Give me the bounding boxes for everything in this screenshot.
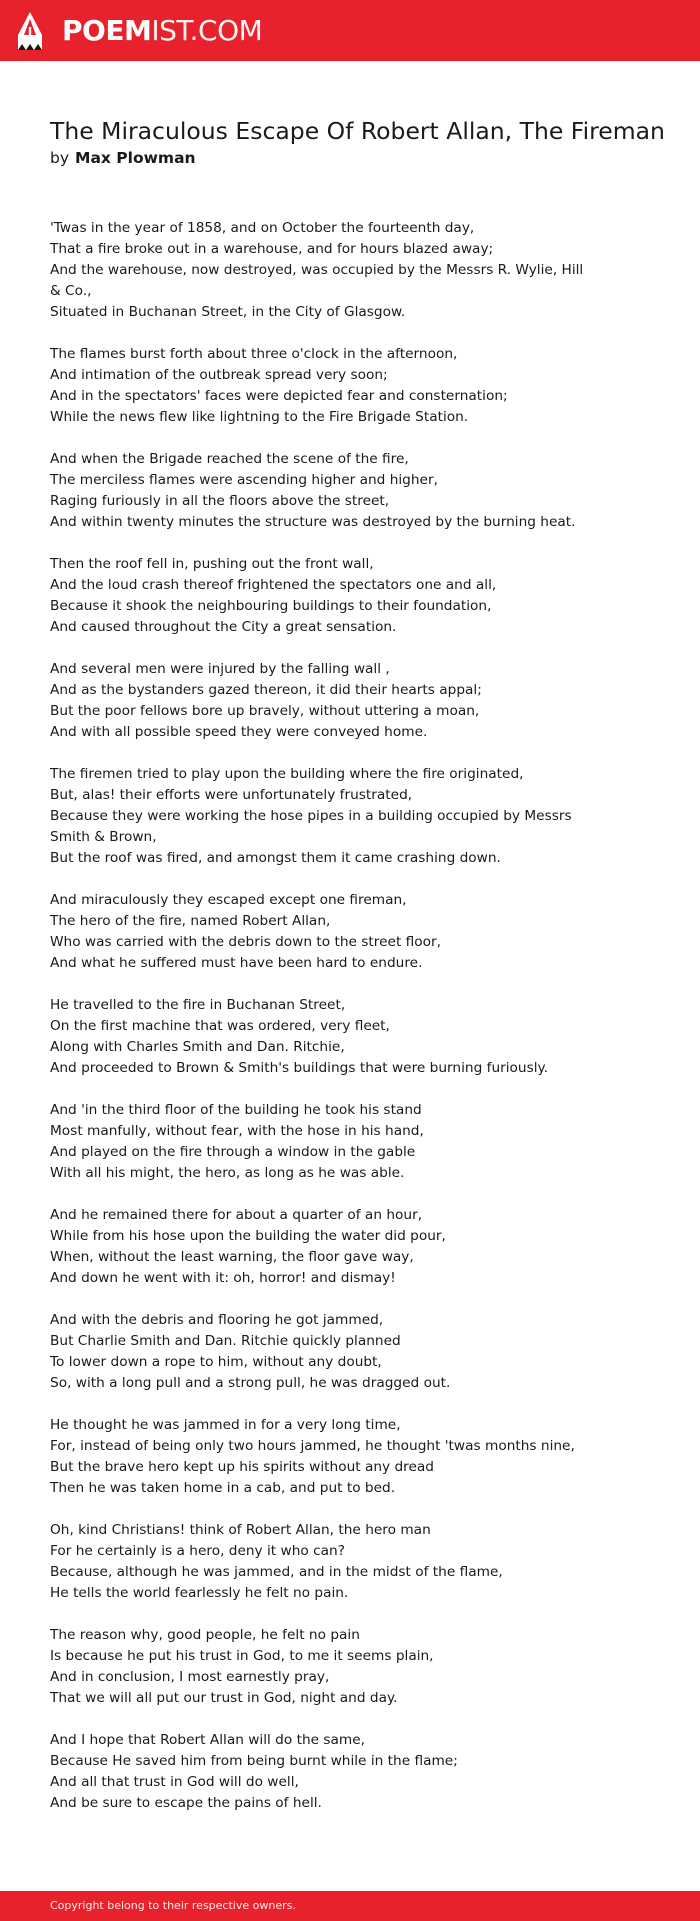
poem-line: The hero of the fire, named Robert Allan, xyxy=(50,913,331,929)
poem-line: But Charlie Smith and Dan. Ritchie quickly planned xyxy=(50,1333,401,1349)
poem-line: And he remained there for about a quarter of an hour, xyxy=(50,1207,423,1223)
copyright-notice: Copyright belong to their respective owners. xyxy=(50,1899,296,1912)
poem-line: So, with a long pull and a strong pull, he was dragged out. xyxy=(50,1375,451,1391)
poem-line: The merciless flames were ascending higher and higher, xyxy=(50,472,438,488)
poem-line: 'Twas in the year of 1858, and on October the fourteenth day, xyxy=(50,220,475,236)
poem-stanza xyxy=(50,554,610,638)
poem-stanza xyxy=(50,449,610,533)
poem-line: And what he suffered must have been hard to endure. xyxy=(50,955,423,971)
poem-line: And as the bystanders gazed thereon, it did their hearts appal; xyxy=(50,682,482,698)
poem-line: But, alas! their efforts were unfortunately frustrated, xyxy=(50,787,413,803)
poem-stanza xyxy=(50,995,610,1079)
poem-stanza xyxy=(50,1310,610,1394)
poem-line: And miraculously they escaped except one fireman, xyxy=(50,892,407,908)
poem-line: That we will all put our trust in God, night and day. xyxy=(50,1690,398,1706)
poem-line: The flames burst forth about three o'clock in the afternoon, xyxy=(50,346,458,362)
poem-stanza xyxy=(50,890,610,974)
poem-stanza xyxy=(50,344,610,428)
poem-stanza xyxy=(50,218,610,323)
poem-line: He travelled to the fire in Buchanan Street, xyxy=(50,997,346,1013)
poem-title: The Miraculous Escape Of Robert Allan, The Fireman xyxy=(50,117,665,145)
byline-label: by xyxy=(50,149,70,167)
poem-line: And with all possible speed they were conveyed home. xyxy=(50,724,428,740)
poem-line: And when the Brigade reached the scene of the fire, xyxy=(50,451,409,467)
poem-line: And all that trust in God will do well, xyxy=(50,1774,299,1790)
poem-line: Because He saved him from being burnt while in the flame; xyxy=(50,1753,458,1769)
poem-stanza xyxy=(50,1520,610,1604)
logo-light-text: IST.COM xyxy=(151,14,263,47)
poem-stanza xyxy=(50,1100,610,1184)
poem-byline xyxy=(50,147,650,169)
poem-line: Because, although he was jammed, and in the midst of the flame, xyxy=(50,1564,503,1580)
poem-body xyxy=(50,218,610,1835)
poem-line: And down he went with it: oh, horror! and dismay! xyxy=(50,1270,396,1286)
poem-stanza xyxy=(50,1205,610,1289)
site-logo-text xyxy=(62,14,263,47)
poem-line: And with the debris and flooring he got jammed, xyxy=(50,1312,384,1328)
poem-line: For, instead of being only two hours jammed, he thought 'twas months nine, xyxy=(50,1438,575,1454)
poem-line: The reason why, good people, he felt no pain xyxy=(50,1627,360,1643)
poem-line: And within twenty minutes the structure was destroyed by the burning heat. xyxy=(50,514,576,530)
poem-line: With all his might, the hero, as long as he was able. xyxy=(50,1165,405,1181)
poem-line: On the first machine that was ordered, very fleet, xyxy=(50,1018,390,1034)
site-footer xyxy=(0,1891,700,1921)
poem-line: And played on the fire through a window in the gable xyxy=(50,1144,416,1160)
poem-stanza xyxy=(50,659,610,743)
poem-line: He tells the world fearlessly he felt no pain. xyxy=(50,1585,349,1601)
poem-line: And intimation of the outbreak spread very soon; xyxy=(50,367,388,383)
poem-line: And several men were injured by the falling wall , xyxy=(50,661,390,677)
poem-line: Who was carried with the debris down to the street floor, xyxy=(50,934,442,950)
poem-stanza xyxy=(50,1730,610,1814)
poem-line: And be sure to escape the pains of hell. xyxy=(50,1795,322,1811)
poem-line: He thought he was jammed in for a very long time, xyxy=(50,1417,401,1433)
poem-line: Because it shook the neighbouring buildings to their foundation, xyxy=(50,598,492,614)
poem-line: Most manfully, without fear, with the hose in his hand, xyxy=(50,1123,424,1139)
site-header xyxy=(0,0,700,61)
poem-line: Oh, kind Christians! think of Robert Allan, the hero man xyxy=(50,1522,431,1538)
poem-line: And caused throughout the City a great sensation. xyxy=(50,619,397,635)
poem-line: The firemen tried to play upon the building where the fire originated, xyxy=(50,766,524,782)
poem-line: Is because he put his trust in God, to me it seems plain, xyxy=(50,1648,434,1664)
poem-line: Raging furiously in all the floors above the street, xyxy=(50,493,390,509)
poem-line: While from his hose upon the building the water did pour, xyxy=(50,1228,446,1244)
poem-line: And proceeded to Brown & Smith's buildings that were burning furiously. xyxy=(50,1060,549,1076)
poem-stanza xyxy=(50,764,610,869)
poem-line: Smith & Brown, xyxy=(50,829,157,845)
poem-line: And in conclusion, I most earnestly pray, xyxy=(50,1669,330,1685)
poem-stanza xyxy=(50,1415,610,1499)
poem-line: And the loud crash thereof frightened the spectators one and all, xyxy=(50,577,497,593)
author-name: Max Plowman xyxy=(75,149,196,167)
poem-line: To lower down a rope to him, without any doubt, xyxy=(50,1354,382,1370)
site-logo-link[interactable] xyxy=(16,10,262,52)
poem-line: Then the roof fell in, pushing out the front wall, xyxy=(50,556,374,572)
fountain-pen-nib-icon xyxy=(16,11,44,51)
poem-stanza xyxy=(50,1625,610,1709)
poem-line: But the brave hero kept up his spirits without any dread xyxy=(50,1459,434,1475)
poem-line: Because they were working the hose pipes in a building occupied by Messrs xyxy=(50,808,572,824)
poem-line: Along with Charles Smith and Dan. Ritchie, xyxy=(50,1039,345,1055)
poem-line: But the roof was fired, and amongst them it came crashing down. xyxy=(50,850,501,866)
poem-line: Then he was taken home in a cab, and put to bed. xyxy=(50,1480,396,1496)
poem-line: For he certainly is a hero, deny it who can? xyxy=(50,1543,345,1559)
poem-line: While the news flew like lightning to the Fire Brigade Station. xyxy=(50,409,469,425)
poem-line: When, without the least warning, the floor gave way, xyxy=(50,1249,414,1265)
logo-bold-text: POEM xyxy=(62,14,152,47)
poem-line: Situated in Buchanan Street, in the City of Glasgow. xyxy=(50,304,406,320)
poem-line: That a fire broke out in a warehouse, and for hours blazed away; xyxy=(50,241,494,257)
poem-line: And in the spectators' faces were depicted fear and consternation; xyxy=(50,388,508,404)
poem-line: And 'in the third floor of the building he took his stand xyxy=(50,1102,422,1118)
poem-line: And I hope that Robert Allan will do the same, xyxy=(50,1732,366,1748)
poem-line: & Co., xyxy=(50,283,92,299)
poem-line: But the poor fellows bore up bravely, without uttering a moan, xyxy=(50,703,480,719)
poem-heading xyxy=(50,116,665,169)
poem-line: And the warehouse, now destroyed, was occupied by the Messrs R. Wylie, Hill xyxy=(50,262,584,278)
